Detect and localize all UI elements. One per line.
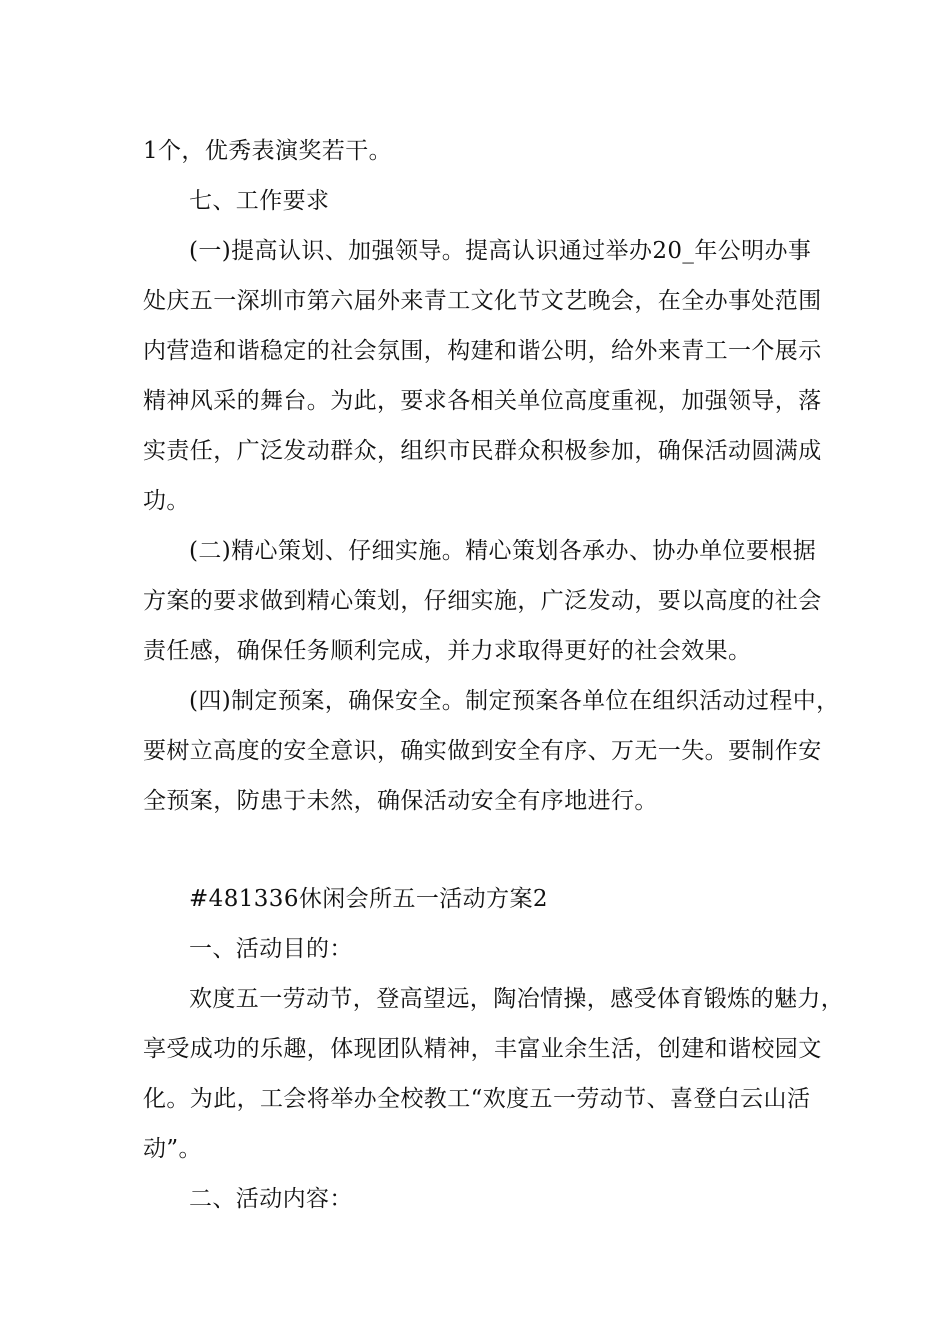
text-line: (四)制定预案，确保安全。制定预案各单位在组织活动过程中， [189,688,840,714]
document-title: #481336休闲会所五一活动方案2 [189,886,548,912]
text-line: 精神风采的舞台。为此，要求各相关单位高度重视，加强领导，落 [143,388,822,414]
text-line: 责任感，确保任务顺利完成，并力求取得更好的社会效果。 [143,638,752,664]
text-line: 要树立高度的安全意识，确实做到安全有序、万无一失。要制作安 [143,738,822,764]
text-line: (一)提高认识、加强领导。提高认识通过举办20_年公明办事 [189,238,812,264]
section-heading: 二、活动内容： [189,1186,353,1212]
text-line: 欢度五一劳动节，登高望远，陶冶情操，感受体育锻炼的魅力， [189,986,845,1012]
text-line: 内营造和谐稳定的社会氛围，构建和谐公明，给外来青工一个展示 [143,338,822,364]
section-heading: 七、工作要求 [189,188,330,214]
text-line: 1个，优秀表演奖若干。 [143,138,393,164]
text-line: 实责任，广泛发动群众，组织市民群众积极参加，确保活动圆满成 [143,438,822,464]
text-line: 享受成功的乐趣，体现团队精神，丰富业余生活，创建和谐校园文 [143,1036,822,1062]
text-line: (二)精心策划、仔细实施。精心策划各承办、协办单位要根据 [189,538,817,564]
text-line: 处庆五一深圳市第六届外来青工文化节文艺晚会，在全办事处范围 [143,288,822,314]
text-line: 全预案，防患于未然，确保活动安全有序地进行。 [143,788,658,814]
section-heading: 一、活动目的： [189,936,353,962]
text-line: 化。为此，工会将举办全校教工“欢度五一劳动节、喜登白云山活 [143,1086,811,1112]
text-line: 功。 [143,488,190,514]
text-line: 方案的要求做到精心策划，仔细实施，广泛发动，要以高度的社会 [143,588,822,614]
text-line: 动”。 [143,1136,202,1162]
